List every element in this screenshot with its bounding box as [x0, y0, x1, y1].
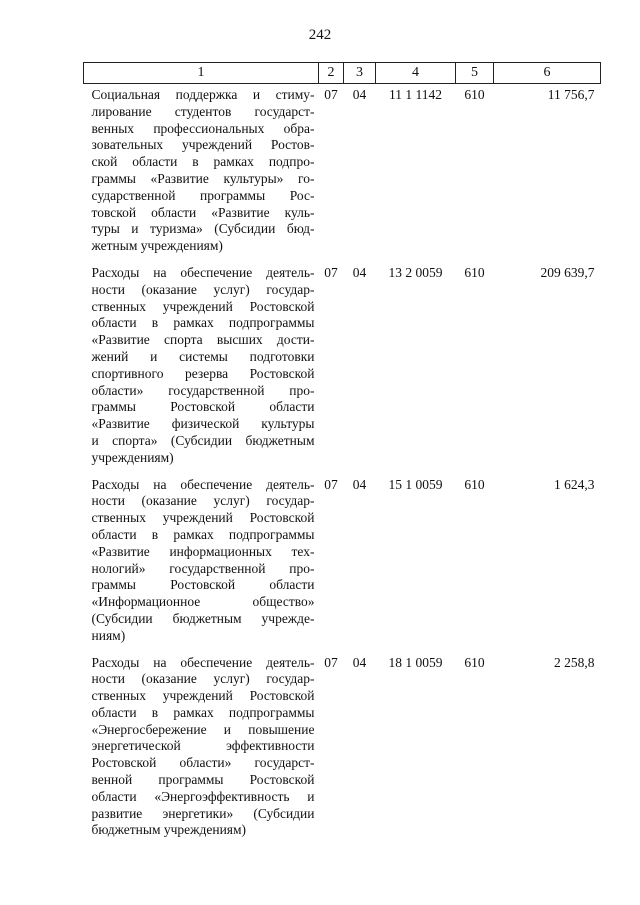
table-header	[84, 63, 601, 84]
description-line: учреждениям)	[91, 449, 174, 465]
description-line: области» государственной про-	[91, 382, 315, 398]
description-line: ности (оказание услуг) государ-	[91, 281, 315, 297]
row-target-article: 18 1 0059	[388, 654, 443, 670]
description-line: и спорта» (Субсидии бюджетным	[91, 432, 315, 448]
row-amount: 2 258,8	[554, 654, 595, 670]
description-line: ственных учреждений Ростовской	[91, 688, 315, 704]
description-line: нологий» государственной про-	[91, 560, 315, 576]
description-line: жений и системы подготовки	[91, 348, 315, 364]
description-line: (Субсидии бюджетным учрежде-	[91, 610, 315, 626]
row-description	[84, 262, 319, 474]
row-section: 07	[324, 476, 338, 492]
row-target-article: 11 1 1142	[389, 87, 442, 102]
description-line: «Энергосбережение и повышение	[91, 721, 315, 737]
description-line: Расходы на обеспечение деятель-	[91, 476, 315, 492]
row-description	[84, 84, 319, 262]
header-col-3: 3	[344, 63, 376, 84]
description-line: ской области в рамках подпро-	[91, 154, 315, 170]
description-line: ности (оказание услуг) государ-	[91, 493, 315, 509]
description-line: сударственной программы Рос-	[91, 187, 315, 203]
description-line: области в рамках подпрограммы	[91, 526, 315, 542]
header-col-6: 6	[494, 63, 601, 84]
table-row	[84, 652, 601, 847]
row-description	[84, 474, 319, 652]
row-section: 07	[324, 654, 338, 670]
description-line: ственных учреждений Ростовской	[91, 510, 315, 526]
row-expense-type: 610	[464, 264, 485, 280]
budget-table	[83, 62, 601, 846]
description-line: «Развитие спорта высших дости-	[91, 332, 315, 348]
table-body	[84, 84, 601, 847]
description-line: товской области «Развитие куль-	[91, 204, 315, 220]
header-col-2: 2	[319, 63, 344, 84]
row-amount: 1 624,3	[554, 476, 595, 492]
description-line: развитие энергетики» (Субсидии	[91, 805, 315, 821]
description-line: «Информационное общество»	[91, 594, 315, 610]
row-section: 07	[324, 87, 338, 102]
row-amount: 11 756,7	[547, 87, 595, 102]
row-subsection: 04	[352, 476, 367, 492]
description-line: граммы Ростовской области	[91, 399, 315, 415]
description-line: жетным учреждениям)	[91, 238, 223, 254]
page-number: 242	[308, 27, 332, 43]
description-line: граммы Ростовской области	[91, 577, 315, 593]
description-line: лирование студентов государст-	[91, 103, 315, 119]
header-row	[84, 63, 601, 84]
description-line: Ростовской области» государст-	[91, 755, 315, 771]
table-row	[84, 262, 601, 474]
description-line: области «Энергоэффективность и	[91, 788, 315, 804]
description-line: «Развитие информационных тех-	[91, 543, 315, 559]
description-line: области в рамках подпрограммы	[91, 704, 315, 720]
description-line: ности (оказание услуг) государ-	[91, 671, 315, 687]
description-line: венных профессиональных обра-	[91, 120, 315, 136]
row-target-article: 15 1 0059	[388, 476, 443, 492]
description-line: ственных учреждений Ростовской	[91, 298, 315, 314]
row-subsection: 04	[352, 654, 367, 670]
description-line: бюджетным учреждениям)	[91, 822, 247, 838]
table-row	[84, 474, 601, 652]
header-col-5: 5	[456, 63, 494, 84]
description-line: Расходы на обеспечение деятель-	[91, 654, 315, 670]
row-subsection: 04	[352, 264, 367, 280]
row-expense-type: 610	[464, 654, 485, 670]
header-col-1: 1	[84, 63, 319, 84]
row-expense-type: 610	[464, 87, 485, 102]
description-line: «Развитие физической культуры	[91, 416, 315, 432]
description-line: ниям)	[91, 627, 126, 643]
row-amount: 209 639,7	[540, 264, 595, 280]
description-line: граммы «Развитие культуры» го-	[91, 170, 315, 186]
row-description	[84, 652, 319, 847]
row-expense-type: 610	[464, 476, 485, 492]
description-line: области в рамках подпрограммы	[91, 315, 315, 331]
description-line: зовательных учреждений Ростов-	[91, 137, 315, 153]
row-section: 07	[324, 264, 338, 280]
description-line: энергетической эффективности	[91, 738, 315, 754]
row-target-article: 13 2 0059	[388, 264, 443, 280]
header-col-4: 4	[376, 63, 456, 84]
description-line: венной программы Ростовской	[91, 772, 315, 788]
description-line: Социальная поддержка и стиму-	[91, 87, 315, 102]
row-subsection: 04	[352, 87, 367, 102]
description-line: спортивного резерва Ростовской	[91, 365, 315, 381]
table-row	[84, 84, 601, 262]
description-line: туры и туризма» (Субсидии бюд-	[91, 221, 315, 237]
description-line: Расходы на обеспечение деятель-	[91, 264, 315, 280]
